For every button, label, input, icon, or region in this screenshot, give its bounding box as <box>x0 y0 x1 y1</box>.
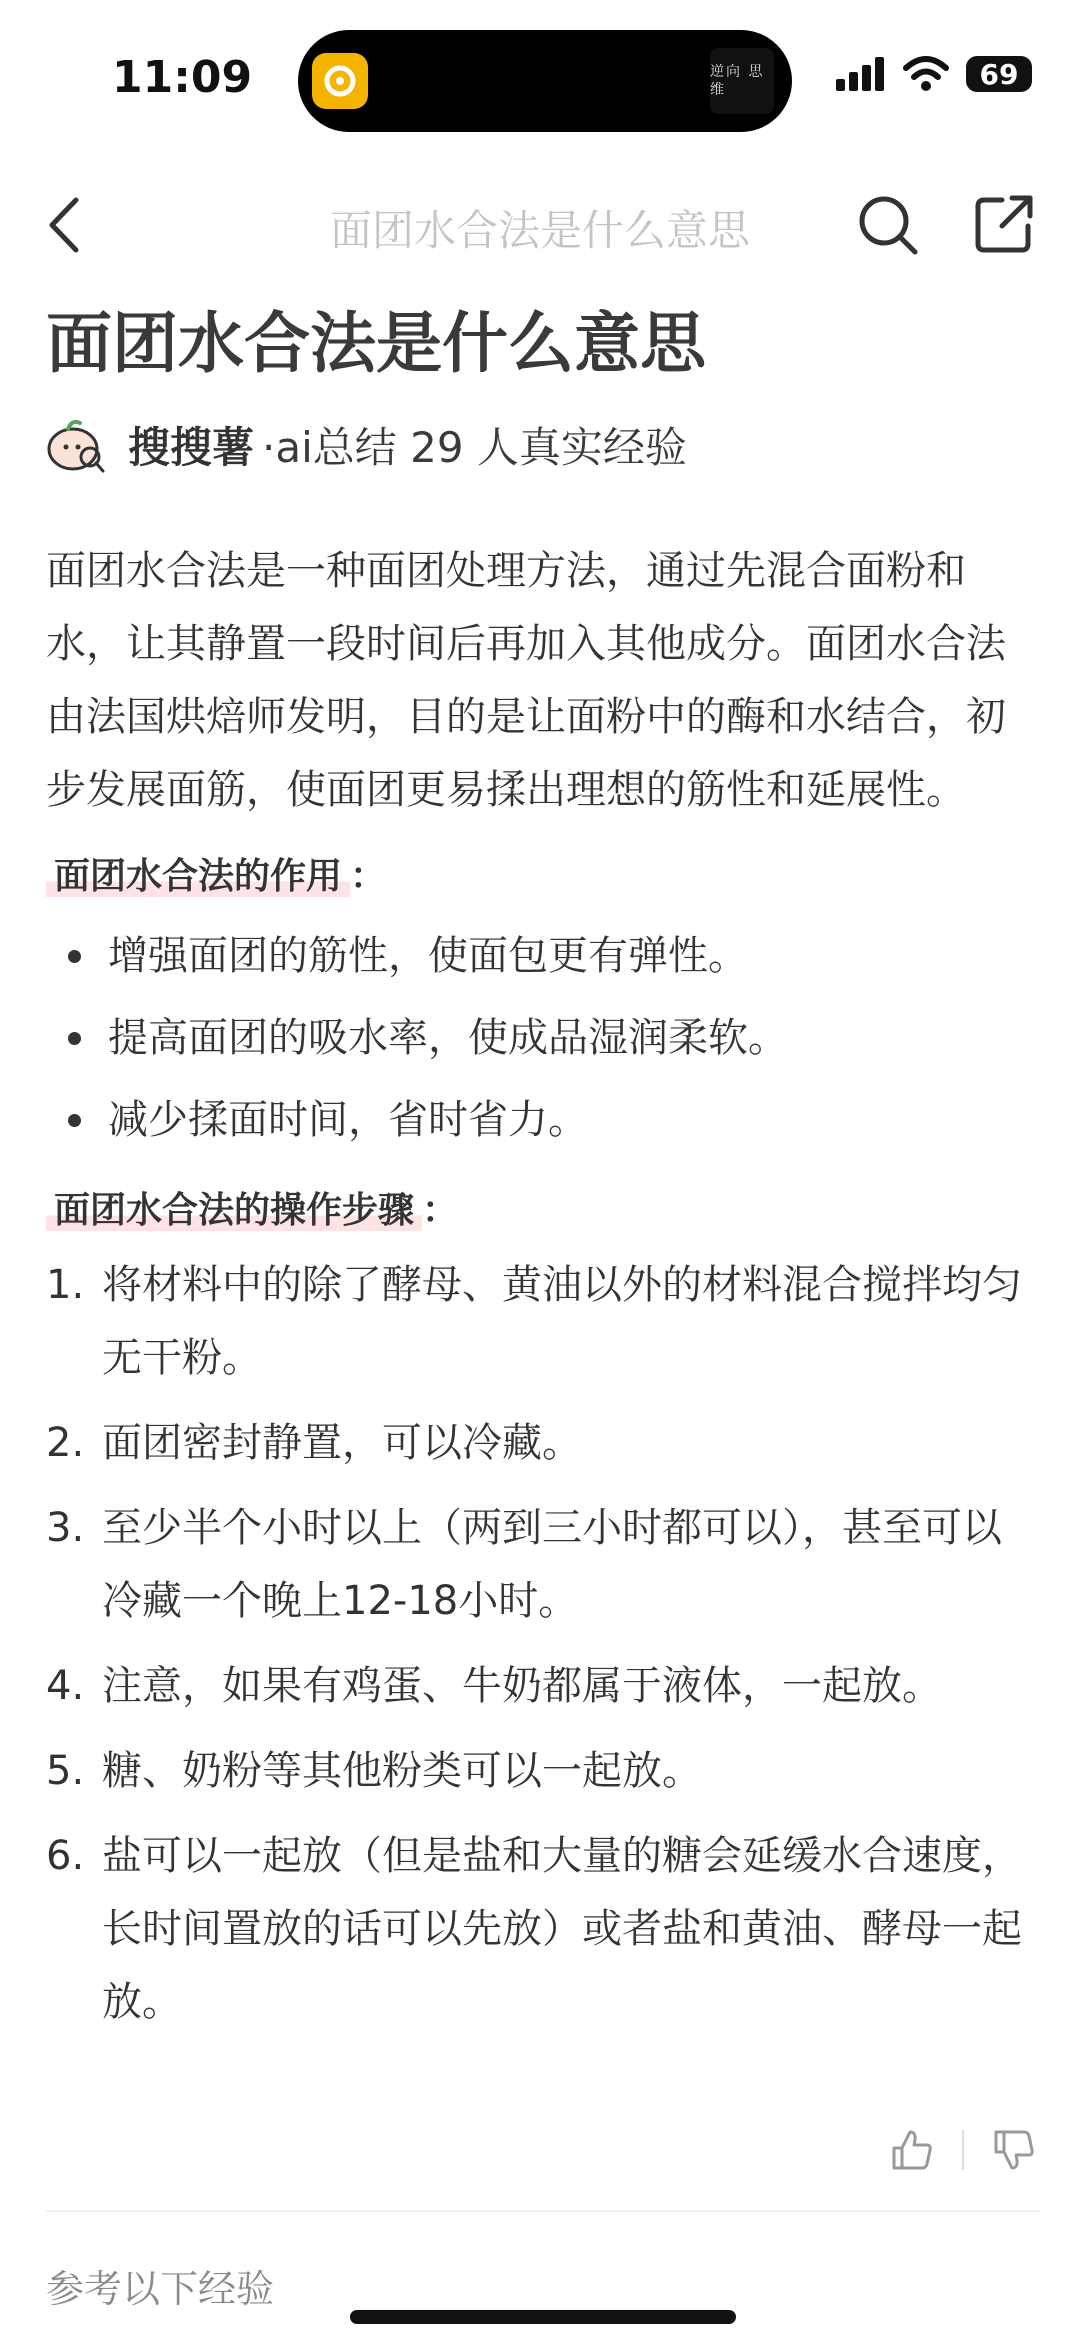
step-text: 至少半个小时以上（两到三小时都可以），甚至可以冷藏一个晚上12-18小时。 <box>102 1505 1002 1624</box>
list-item: 增强面团的筋性，使面包更有弹性。 <box>46 915 1041 997</box>
step-number: 3. <box>46 1505 85 1551</box>
step-number: 1. <box>46 1262 85 1308</box>
reference-label: 参考以下经验 <box>46 2267 275 2311</box>
steps-heading <box>46 1173 1041 1249</box>
list-item <box>46 1820 1041 2039</box>
album-cover: 逆向 思维 <box>710 48 774 114</box>
steps-heading-text: 面团水合法的操作步骤 <box>46 1190 422 1231</box>
feedback-divider <box>962 2130 964 2170</box>
effects-heading-colon: ： <box>350 856 387 897</box>
steps-heading-colon: ： <box>422 1190 459 1231</box>
step-text: 注意，如果有鸡蛋、牛奶都属于液体，一起放。 <box>102 1663 942 1709</box>
source-line <box>46 415 687 475</box>
feedback-buttons <box>890 2128 1036 2172</box>
source-summary: ·ai总结 29 人真实经验 <box>262 423 687 472</box>
effects-heading-text: 面团水合法的作用 <box>46 856 350 897</box>
dynamic-island[interactable] <box>298 30 792 132</box>
list-item <box>46 1735 1041 1808</box>
intro-paragraph: 面团水合法是一种面团处理方法，通过先混合面粉和水，让其静置一段时间后再加入其他成分。面团水合法由法国烘焙师发明，目的是让面粉中的酶和水结合，初步发展面筋，使面团更易揉出理想的筋性和延展性。 <box>46 548 1006 813</box>
app-activity-icon <box>312 53 368 109</box>
section-divider <box>46 2210 1040 2212</box>
step-number: 2. <box>46 1420 85 1466</box>
thumbs-up-icon[interactable] <box>890 2128 934 2172</box>
step-text: 盐可以一起放（但是盐和大量的糖会延缓水合速度，长时间置放的话可以先放）或者盐和黄油、酵母一起放。 <box>102 1833 1022 2025</box>
potato-mascot-icon <box>46 415 106 475</box>
step-number: 5. <box>46 1748 85 1794</box>
list-item <box>46 1407 1041 1480</box>
thumbs-down-icon[interactable] <box>992 2128 1036 2172</box>
list-item: 减少揉面时间，省时省力。 <box>46 1079 1041 1161</box>
steps-list <box>46 1249 1041 2039</box>
battery-indicator: 69 <box>966 56 1032 92</box>
effects-list <box>46 915 1041 1161</box>
source-name: 搜搜薯 <box>128 423 255 472</box>
article-content <box>46 535 1041 2051</box>
wifi-icon <box>902 56 950 92</box>
list-item: 提高面团的吸水率，使成品湿润柔软。 <box>46 997 1041 1079</box>
search-icon[interactable] <box>855 192 921 258</box>
signal-icon <box>836 57 886 91</box>
nav-title: 面团水合法是什么意思 <box>329 206 750 255</box>
status-time: 11:09 <box>112 52 253 103</box>
list-item <box>46 1650 1041 1723</box>
status-icons <box>836 56 1032 92</box>
effects-heading <box>46 839 1041 915</box>
step-text: 面团密封静置，可以冷藏。 <box>102 1420 582 1466</box>
home-indicator[interactable] <box>350 2310 736 2324</box>
step-number: 4. <box>46 1663 85 1709</box>
list-item <box>46 1249 1041 1395</box>
step-number: 6. <box>46 1833 85 1879</box>
step-text: 将材料中的除了酵母、黄油以外的材料混合搅拌均匀无干粉。 <box>102 1262 1022 1381</box>
step-text: 糖、奶粉等其他粉类可以一起放。 <box>102 1748 702 1794</box>
list-item <box>46 1492 1041 1638</box>
share-icon[interactable] <box>972 192 1036 256</box>
page-title: 面团水合法是什么意思 <box>46 305 706 382</box>
